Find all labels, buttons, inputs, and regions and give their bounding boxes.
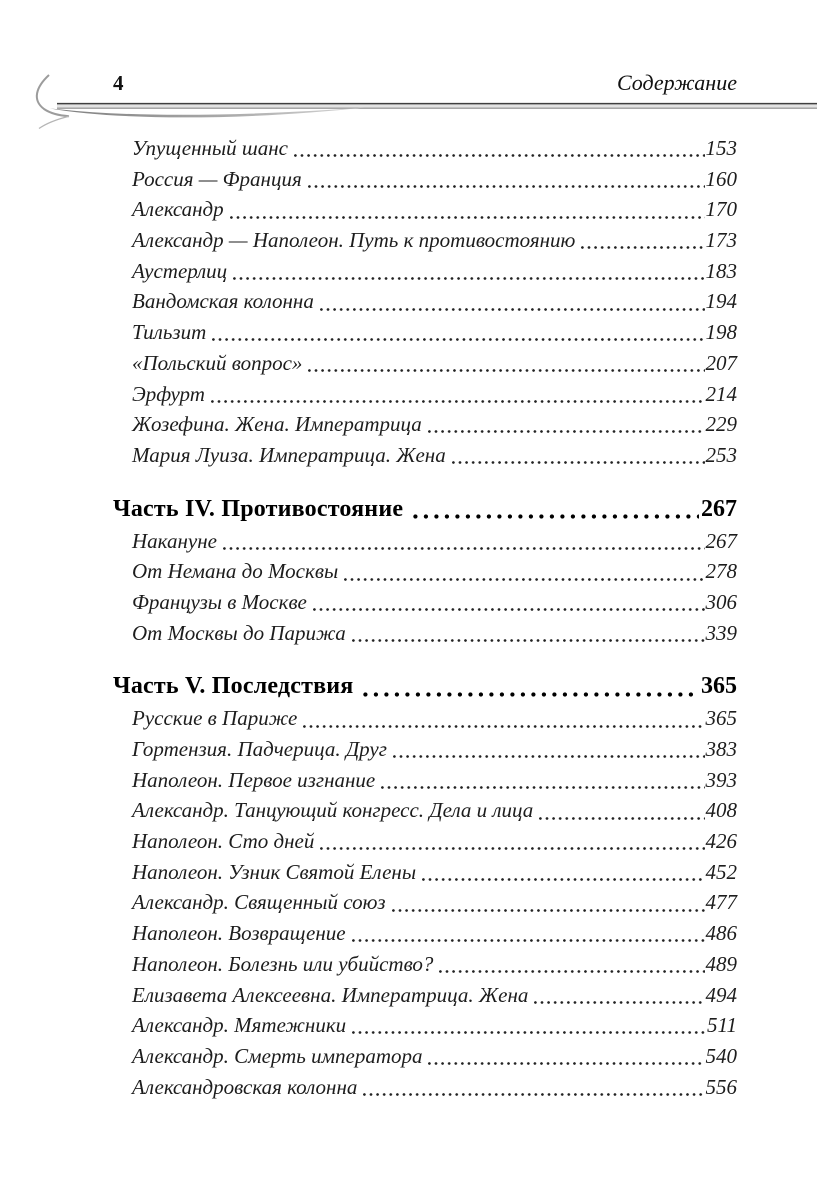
dot-leader	[450, 440, 705, 471]
dot-leader	[391, 734, 705, 765]
toc-entry-page: 339	[705, 620, 737, 645]
dot-leader	[228, 194, 705, 225]
toc-entry-title: Наполеон. Первое изгнание	[132, 767, 376, 792]
toc-entry-title: Мария Луиза. Императрица. Жена	[132, 442, 446, 467]
toc-entry	[113, 133, 737, 164]
toc-entry-title: Накануне	[132, 528, 217, 553]
dot-leader	[311, 587, 705, 618]
toc-entry-title: Александр	[132, 197, 224, 222]
toc-entry-page: 229	[705, 412, 737, 437]
dot-leader	[292, 133, 705, 164]
toc-entry-title: Упущенный шанс	[132, 136, 288, 160]
dot-leader	[532, 980, 704, 1011]
toc-entry-page: 198	[705, 320, 737, 345]
toc-entry	[113, 225, 737, 256]
toc-entry-title: От Немана до Москвы	[132, 559, 339, 584]
toc-entry	[113, 164, 737, 195]
dot-leader	[426, 409, 705, 440]
dot-leader	[306, 348, 704, 379]
page-title: Содержание	[616, 70, 737, 95]
toc-entry-title: Россия — Франция	[132, 166, 302, 191]
toc-entry-title: Вандомская колонна	[132, 289, 314, 314]
toc-entry	[113, 887, 737, 918]
toc-entry-title: Жозефина. Жена. Императрица	[132, 412, 422, 437]
toc-entry-page: 183	[705, 258, 737, 283]
toc-entry	[113, 526, 737, 557]
page-number: 4	[113, 71, 124, 95]
dot-leader	[411, 492, 699, 526]
toc-entry	[113, 795, 737, 826]
toc-entry	[113, 618, 737, 649]
toc-entry	[113, 734, 737, 765]
toc-entry-page: 494	[705, 982, 737, 1007]
toc-entry	[113, 317, 737, 348]
toc-entry	[113, 379, 737, 410]
toc-entry-title: От Москвы до Парижа	[132, 620, 346, 645]
toc-entry	[113, 1072, 737, 1103]
toc-entry	[113, 857, 737, 888]
toc-entry-page: 214	[705, 381, 737, 406]
dot-leader	[361, 669, 699, 703]
toc-entry	[113, 587, 737, 618]
toc-entry	[113, 1041, 737, 1072]
dot-leader	[537, 795, 704, 826]
toc-entry-title: Русские в Париже	[132, 706, 298, 731]
toc-entry-page: 408	[705, 798, 737, 823]
dot-leader	[301, 703, 704, 734]
toc-entry-page: 170	[705, 197, 737, 222]
toc-entry-title: Эрфурт	[132, 381, 205, 406]
toc-entry-title: Александровская колонна	[132, 1074, 358, 1099]
toc-entry-page: 267	[705, 528, 737, 553]
dot-leader	[350, 1010, 706, 1041]
toc-entry-page: 365	[705, 706, 737, 731]
toc-entry	[113, 256, 737, 287]
toc-entry-title: Наполеон. Болезнь или убийство?	[132, 951, 434, 976]
toc-entry-page: 194	[705, 289, 737, 314]
toc-entry-title: Александр. Священный союз	[132, 890, 386, 915]
toc-entry-title: Наполеон. Узник Святой Елены	[132, 859, 417, 884]
dot-leader	[350, 618, 705, 649]
dot-leader	[437, 949, 704, 980]
toc-entry-title: Аустерлиц	[132, 258, 228, 283]
toc-part-page: 365	[701, 673, 737, 700]
toc-entry	[113, 918, 737, 949]
toc-entry-title: Гортензия. Падчерица. Друг	[132, 737, 387, 761]
toc-entry	[113, 703, 737, 734]
toc-entry-page: 489	[705, 951, 737, 976]
dot-leader	[342, 556, 704, 587]
toc-entry-title: Тильзит	[132, 320, 207, 345]
dot-leader	[420, 857, 704, 888]
dot-leader	[306, 164, 705, 195]
dot-leader	[318, 826, 704, 857]
toc-entry-title: Наполеон. Возвращение	[132, 921, 346, 946]
toc-entry-page: 393	[705, 767, 737, 792]
toc-entry-page: 207	[705, 350, 737, 375]
toc-entry-title: Александр. Смерть императора	[132, 1043, 423, 1068]
toc-entry-page: 452	[705, 859, 737, 884]
toc-entry	[113, 440, 737, 471]
toc-entry-page: 160	[705, 166, 737, 191]
dot-leader	[221, 526, 705, 557]
toc-entry-title: «Польский вопрос»	[132, 350, 303, 375]
toc-entry-page: 173	[705, 228, 737, 253]
toc-part-heading	[113, 492, 737, 526]
toc-entry-title: Александр. Танцующий конгресс. Дела и лица	[132, 798, 534, 823]
dot-leader	[426, 1041, 704, 1072]
toc-entry-page: 556	[705, 1074, 737, 1099]
toc-entry	[113, 980, 737, 1011]
toc-entry	[113, 949, 737, 980]
dot-leader	[231, 256, 704, 287]
toc-part-title: Часть V. Последствия	[113, 673, 354, 700]
toc-part-heading	[113, 669, 737, 703]
toc-entry-title: Французы в Москве	[132, 589, 307, 614]
dot-leader	[210, 317, 704, 348]
toc-entry-title: Александр. Мятежники	[132, 1013, 347, 1038]
toc-entry-page: 278	[705, 559, 737, 584]
dot-leader	[390, 887, 705, 918]
toc-entry-page: 153	[705, 136, 737, 160]
toc-entry-page: 383	[705, 737, 737, 761]
toc-entry-page: 540	[705, 1043, 737, 1068]
dot-leader	[361, 1072, 704, 1103]
toc-entry-page: 426	[705, 829, 737, 854]
toc-entry-page: 306	[705, 589, 737, 614]
dot-leader	[379, 765, 704, 796]
toc-entry-page: 486	[705, 921, 737, 946]
toc-entry	[113, 286, 737, 317]
toc-entry-page: 511	[707, 1013, 737, 1038]
toc-entry-title: Наполеон. Сто дней	[132, 829, 315, 854]
toc-entry	[113, 826, 737, 857]
toc-entry-page: 253	[705, 442, 737, 467]
table-of-contents	[113, 133, 737, 1102]
toc-entry	[113, 409, 737, 440]
toc-entry	[113, 194, 737, 225]
dot-leader	[579, 225, 704, 256]
toc-entry	[113, 348, 737, 379]
dot-leader	[318, 286, 705, 317]
dot-leader	[350, 918, 705, 949]
dot-leader	[209, 379, 705, 410]
toc-entry	[113, 765, 737, 796]
toc-entry	[113, 556, 737, 587]
decorative-divider	[0, 68, 817, 132]
toc-part-page: 267	[701, 495, 737, 522]
toc-entry-page: 477	[705, 890, 737, 915]
toc-entry-title: Александр — Наполеон. Путь к противостоянию	[132, 228, 576, 253]
toc-entry-title: Елизавета Алексеевна. Императрица. Жена	[132, 982, 529, 1007]
toc-entry	[113, 1010, 737, 1041]
toc-part-title: Часть IV. Противостояние	[113, 495, 404, 522]
